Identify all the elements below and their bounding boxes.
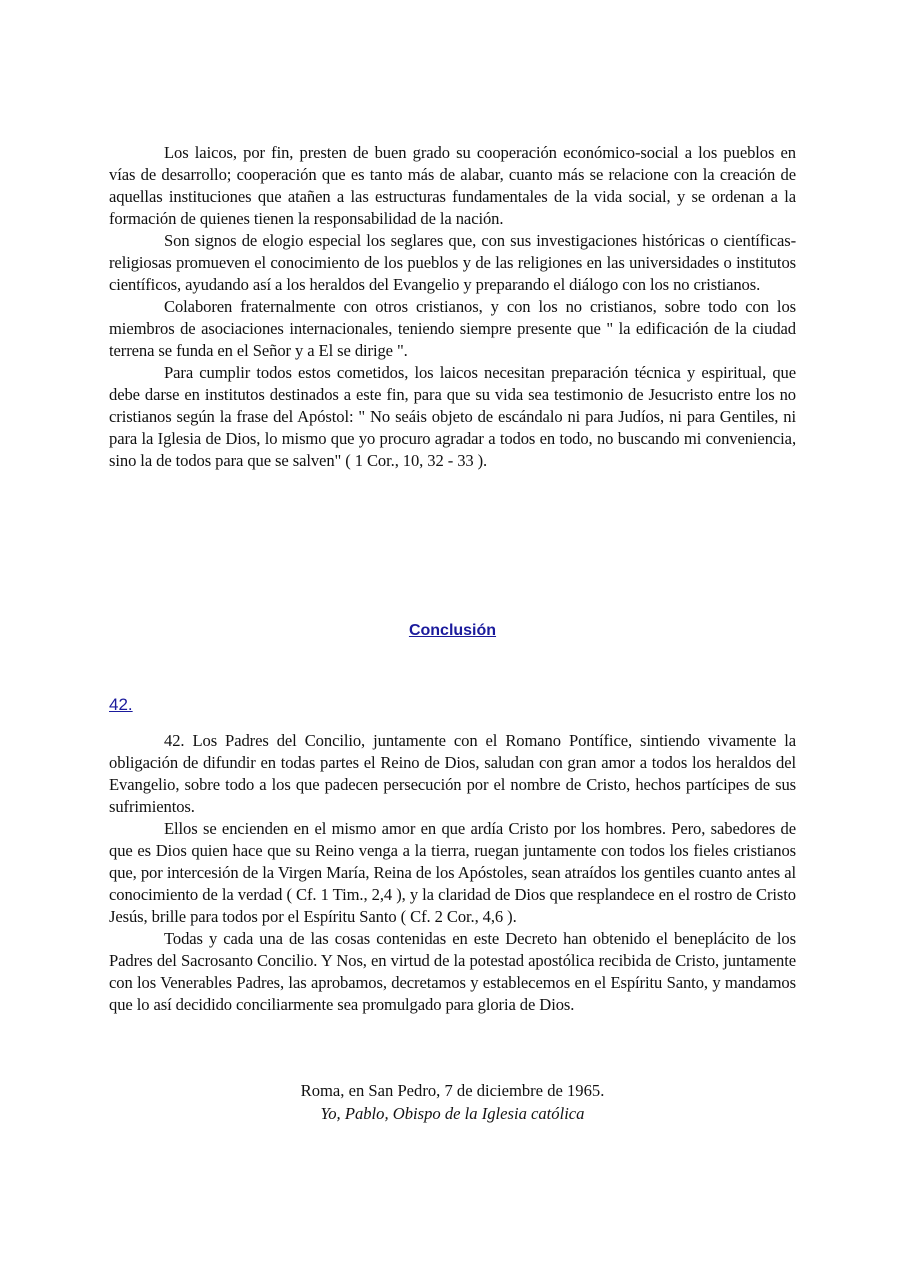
place-date: Roma, en San Pedro, 7 de diciembre de 1965. bbox=[300, 1081, 605, 1100]
paragraph: Colaboren fraternalmente con otros cristianos, y con los no cristianos, sobre todo con los miembros de asociaciones internacionales, teniendo siempre presente que " la edificación de la ciudad terrena se funda en el Señor y a El se dirige ". bbox=[109, 297, 796, 360]
conclusion-heading bbox=[0, 622, 905, 640]
paragraph: Para cumplir todos estos cometidos, los laicos necesitan preparación técnica y espiritual, que debe darse en institutos destinados a este fin, para que su vida sea testimonio de Jesucristo entre los no cristianos según la frase del Apóstol: " No seáis objeto de escándalo ni para Judíos, ni para Gentiles, ni para la Iglesia de Dios, lo mismo que yo procuro agradar a todos en todo, no buscando mi conveniencia, sino la de todos para que se salven" ( 1 Cor., 10, 32 - 33 ). bbox=[109, 363, 796, 470]
paragraph: Los laicos, por fin, presten de buen grado su cooperación económico-social a los pueblos en vías de desarrollo; cooperación que es tanto más de alabar, cuanto más se relacione con la creación de aquellas instituciones que atañen a las estructuras fundamentales de la vida social, y se ordenan a la formación de quienes tienen la responsabilidad de la nación. bbox=[109, 143, 796, 228]
signature-block bbox=[0, 1079, 905, 1125]
signature: Yo, Pablo, Obispo de la Iglesia católica bbox=[320, 1104, 585, 1123]
paragraph: Son signos de elogio especial los seglares que, con sus investigaciones históricas o científicas-religiosas promueven el conocimiento de los pueblos y de las religiones en las universidades o institutos científicos, ayudando así a los heraldos del Evangelio y preparando el diálogo con los no cristianos. bbox=[109, 231, 796, 294]
paragraph: 42. Los Padres del Concilio, juntamente con el Romano Pontífice, sintiendo vivamente la obligación de difundir en todas partes el Reino de Dios, saludan con gran amor a todos los heraldos del Evangelio, sobre todo a los que padecen persecución por el nombre de Cristo, hechos partícipes de sus sufrimientos. bbox=[109, 731, 796, 816]
paragraph: Todas y cada una de las cosas contenidas en este Decreto han obtenido el beneplácito de los Padres del Sacrosanto Concilio. Y Nos, en virtud de la potestad apostólica recibida de Cristo, juntamente con los Venerables Padres, las aprobamos, decretamos y establecemos en el Espíritu Santo, y mandamos que lo así decidido conciliarmente sea promulgado para gloria de Dios. bbox=[109, 929, 796, 1014]
paragraph: Ellos se encienden en el mismo amor en que ardía Cristo por los hombres. Pero, sabedores de que es Dios quien hace que su Reino venga a la tierra, ruegan juntamente con todos los fieles cristianos que, por intercesión de la Virgen María, Reina de los Apóstoles, sean atraídos los gentiles cuanto antes al conocimiento de la verdad ( Cf. 1 Tim., 2,4 ), y la claridad de Dios que resplandece en el rostro de Cristo Jesús, brille para todos por el Espíritu Santo ( Cf. 2 Cor., 4,6 ). bbox=[109, 819, 796, 926]
conclusion-text bbox=[109, 730, 796, 1016]
article-number-link[interactable]: 42. bbox=[109, 695, 133, 714]
conclusion-heading-link[interactable]: Conclusión bbox=[408, 622, 497, 639]
section-text bbox=[109, 142, 796, 472]
